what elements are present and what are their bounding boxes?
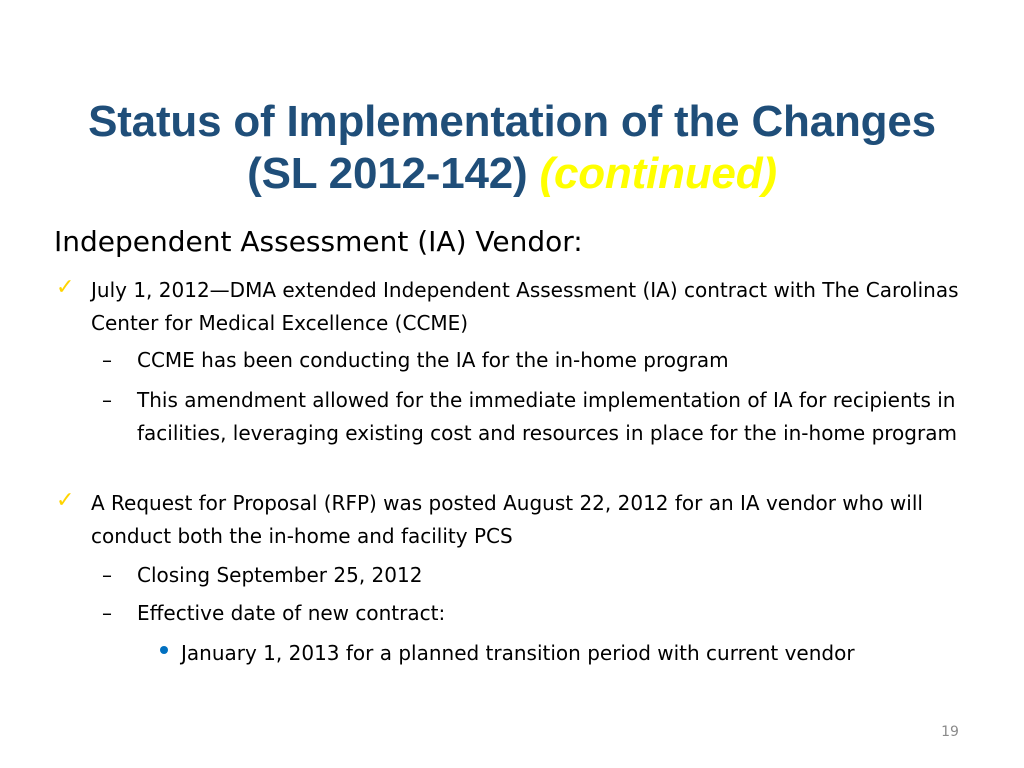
- page-number: 19: [941, 724, 959, 740]
- list-item: July 1, 2012—DMA extended Independent Assessment (IA) contract with The Carolinas Center for Medical Excellence (CCME): [91, 278, 959, 335]
- bullet-dot-icon: [160, 646, 168, 654]
- dash-icon: –: [102, 563, 112, 587]
- dash-icon: –: [102, 388, 112, 412]
- slide-title: [20, 96, 1004, 200]
- section-heading: Independent Assessment (IA) Vendor:: [54, 225, 583, 258]
- title-line-1: Status of Implementation of the Changes: [88, 97, 936, 146]
- check-icon: ✓: [56, 488, 75, 513]
- list-item: This amendment allowed for the immediate implementation of IA for recipients in facilities, leveraging existing cost and resources in place for the in-home program: [137, 388, 957, 445]
- check-icon: ✓: [56, 275, 75, 300]
- title-emphasis: (continued): [539, 149, 777, 198]
- dash-icon: –: [102, 601, 112, 625]
- dash-icon: –: [102, 348, 112, 372]
- list-item: A Request for Proposal (RFP) was posted August 22, 2012 for an IA vendor who will conduct both the in-home and facility PCS: [91, 491, 923, 548]
- list-item: CCME has been conducting the IA for the in-home program: [137, 348, 729, 372]
- list-item: Closing September 25, 2012: [137, 563, 423, 587]
- title-line-2: (SL 2012-142): [247, 149, 528, 198]
- list-item: Effective date of new contract:: [137, 601, 446, 625]
- list-item: January 1, 2013 for a planned transition period with current vendor: [181, 641, 855, 665]
